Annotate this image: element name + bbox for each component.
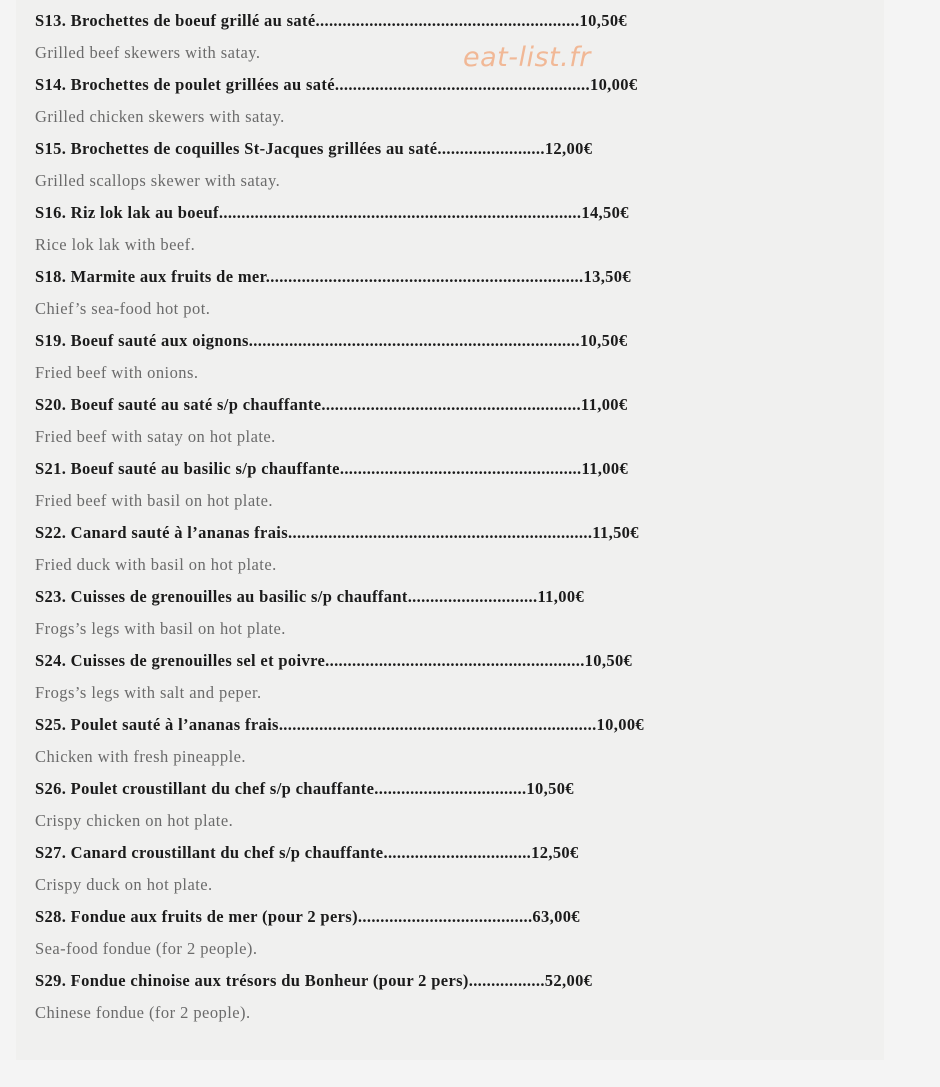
menu-item-description: Fried beef with onions. <box>35 363 199 382</box>
menu-item-description: Crispy chicken on hot plate. <box>35 811 234 830</box>
menu-item-title: S27. Canard croustillant du chef s/p chauffante.................................12,50€ <box>35 843 579 862</box>
menu-item-description: Fried beef with satay on hot plate. <box>35 427 276 446</box>
menu-item <box>35 512 735 576</box>
menu-item <box>35 960 735 1024</box>
menu-item-description: Crispy duck on hot plate. <box>35 875 213 894</box>
menu-item-title: S24. Cuisses de grenouilles sel et poivre..........................................................10,50€ <box>35 651 633 670</box>
menu-item-description: Chinese fondue (for 2 people). <box>35 1003 251 1022</box>
menu-item <box>35 64 735 128</box>
menu-item-description: Grilled chicken skewers with satay. <box>35 107 285 126</box>
menu-item-title: S23. Cuisses de grenouilles au basilic s/p chauffant.............................11,00€ <box>35 587 585 606</box>
menu-list <box>35 0 735 1024</box>
menu-item-description: Frogs’s legs with basil on hot plate. <box>35 619 286 638</box>
menu-item-title: S26. Poulet croustillant du chef s/p chauffante..................................10,50€ <box>35 779 574 798</box>
menu-item <box>35 256 735 320</box>
menu-item-title: S29. Fondue chinoise aux trésors du Bonheur (pour 2 pers).................52,00€ <box>35 971 593 990</box>
menu-item <box>35 192 735 256</box>
menu-item-title: S20. Boeuf sauté au saté s/p chauffante..........................................................11,00€ <box>35 395 628 414</box>
menu-item <box>35 832 735 896</box>
menu-item-description: Fried beef with basil on hot plate. <box>35 491 273 510</box>
menu-item-description: Grilled scallops skewer with satay. <box>35 171 281 190</box>
menu-item-title: S22. Canard sauté à l’ananas frais....................................................................11,50€ <box>35 523 639 542</box>
menu-item-title: S21. Boeuf sauté au basilic s/p chauffante......................................................11,00€ <box>35 459 629 478</box>
menu-item-description: Chicken with fresh pineapple. <box>35 747 246 766</box>
menu-item-title: S16. Riz lok lak au boeuf.................................................................................14,50€ <box>35 203 629 222</box>
watermark: eat-list.fr <box>463 42 591 73</box>
menu-item-description: Frogs’s legs with salt and peper. <box>35 683 262 702</box>
menu-item <box>35 768 735 832</box>
menu-item-title: S13. Brochettes de boeuf grillé au saté...........................................................10,50€ <box>35 11 628 30</box>
menu-item-description: Rice lok lak with beef. <box>35 235 196 254</box>
menu-item <box>35 0 735 64</box>
menu-item <box>35 128 735 192</box>
menu-item <box>35 384 735 448</box>
menu-item-title: S25. Poulet sauté à l’ananas frais.......................................................................10,00€ <box>35 715 645 734</box>
menu-item <box>35 576 735 640</box>
menu-item <box>35 896 735 960</box>
menu-item <box>35 448 735 512</box>
menu-item-title: S18. Marmite aux fruits de mer.......................................................................13,50€ <box>35 267 631 286</box>
menu-item-title: S15. Brochettes de coquilles St-Jacques grillées au saté........................12,00€ <box>35 139 593 158</box>
menu-item-description: Fried duck with basil on hot plate. <box>35 555 277 574</box>
menu-item <box>35 640 735 704</box>
menu-item <box>35 320 735 384</box>
menu-item-title: S28. Fondue aux fruits de mer (pour 2 pers).......................................63,00€ <box>35 907 580 926</box>
menu-item-title: S19. Boeuf sauté aux oignons..........................................................................10,50€ <box>35 331 628 350</box>
menu-item-description: Sea-food fondue (for 2 people). <box>35 939 258 958</box>
menu-item <box>35 704 735 768</box>
menu-item-description: Grilled beef skewers with satay. <box>35 43 261 62</box>
menu-item-description: Chief’s sea-food hot pot. <box>35 299 211 318</box>
menu-item-title: S14. Brochettes de poulet grillées au saté.........................................................10,00€ <box>35 75 638 94</box>
